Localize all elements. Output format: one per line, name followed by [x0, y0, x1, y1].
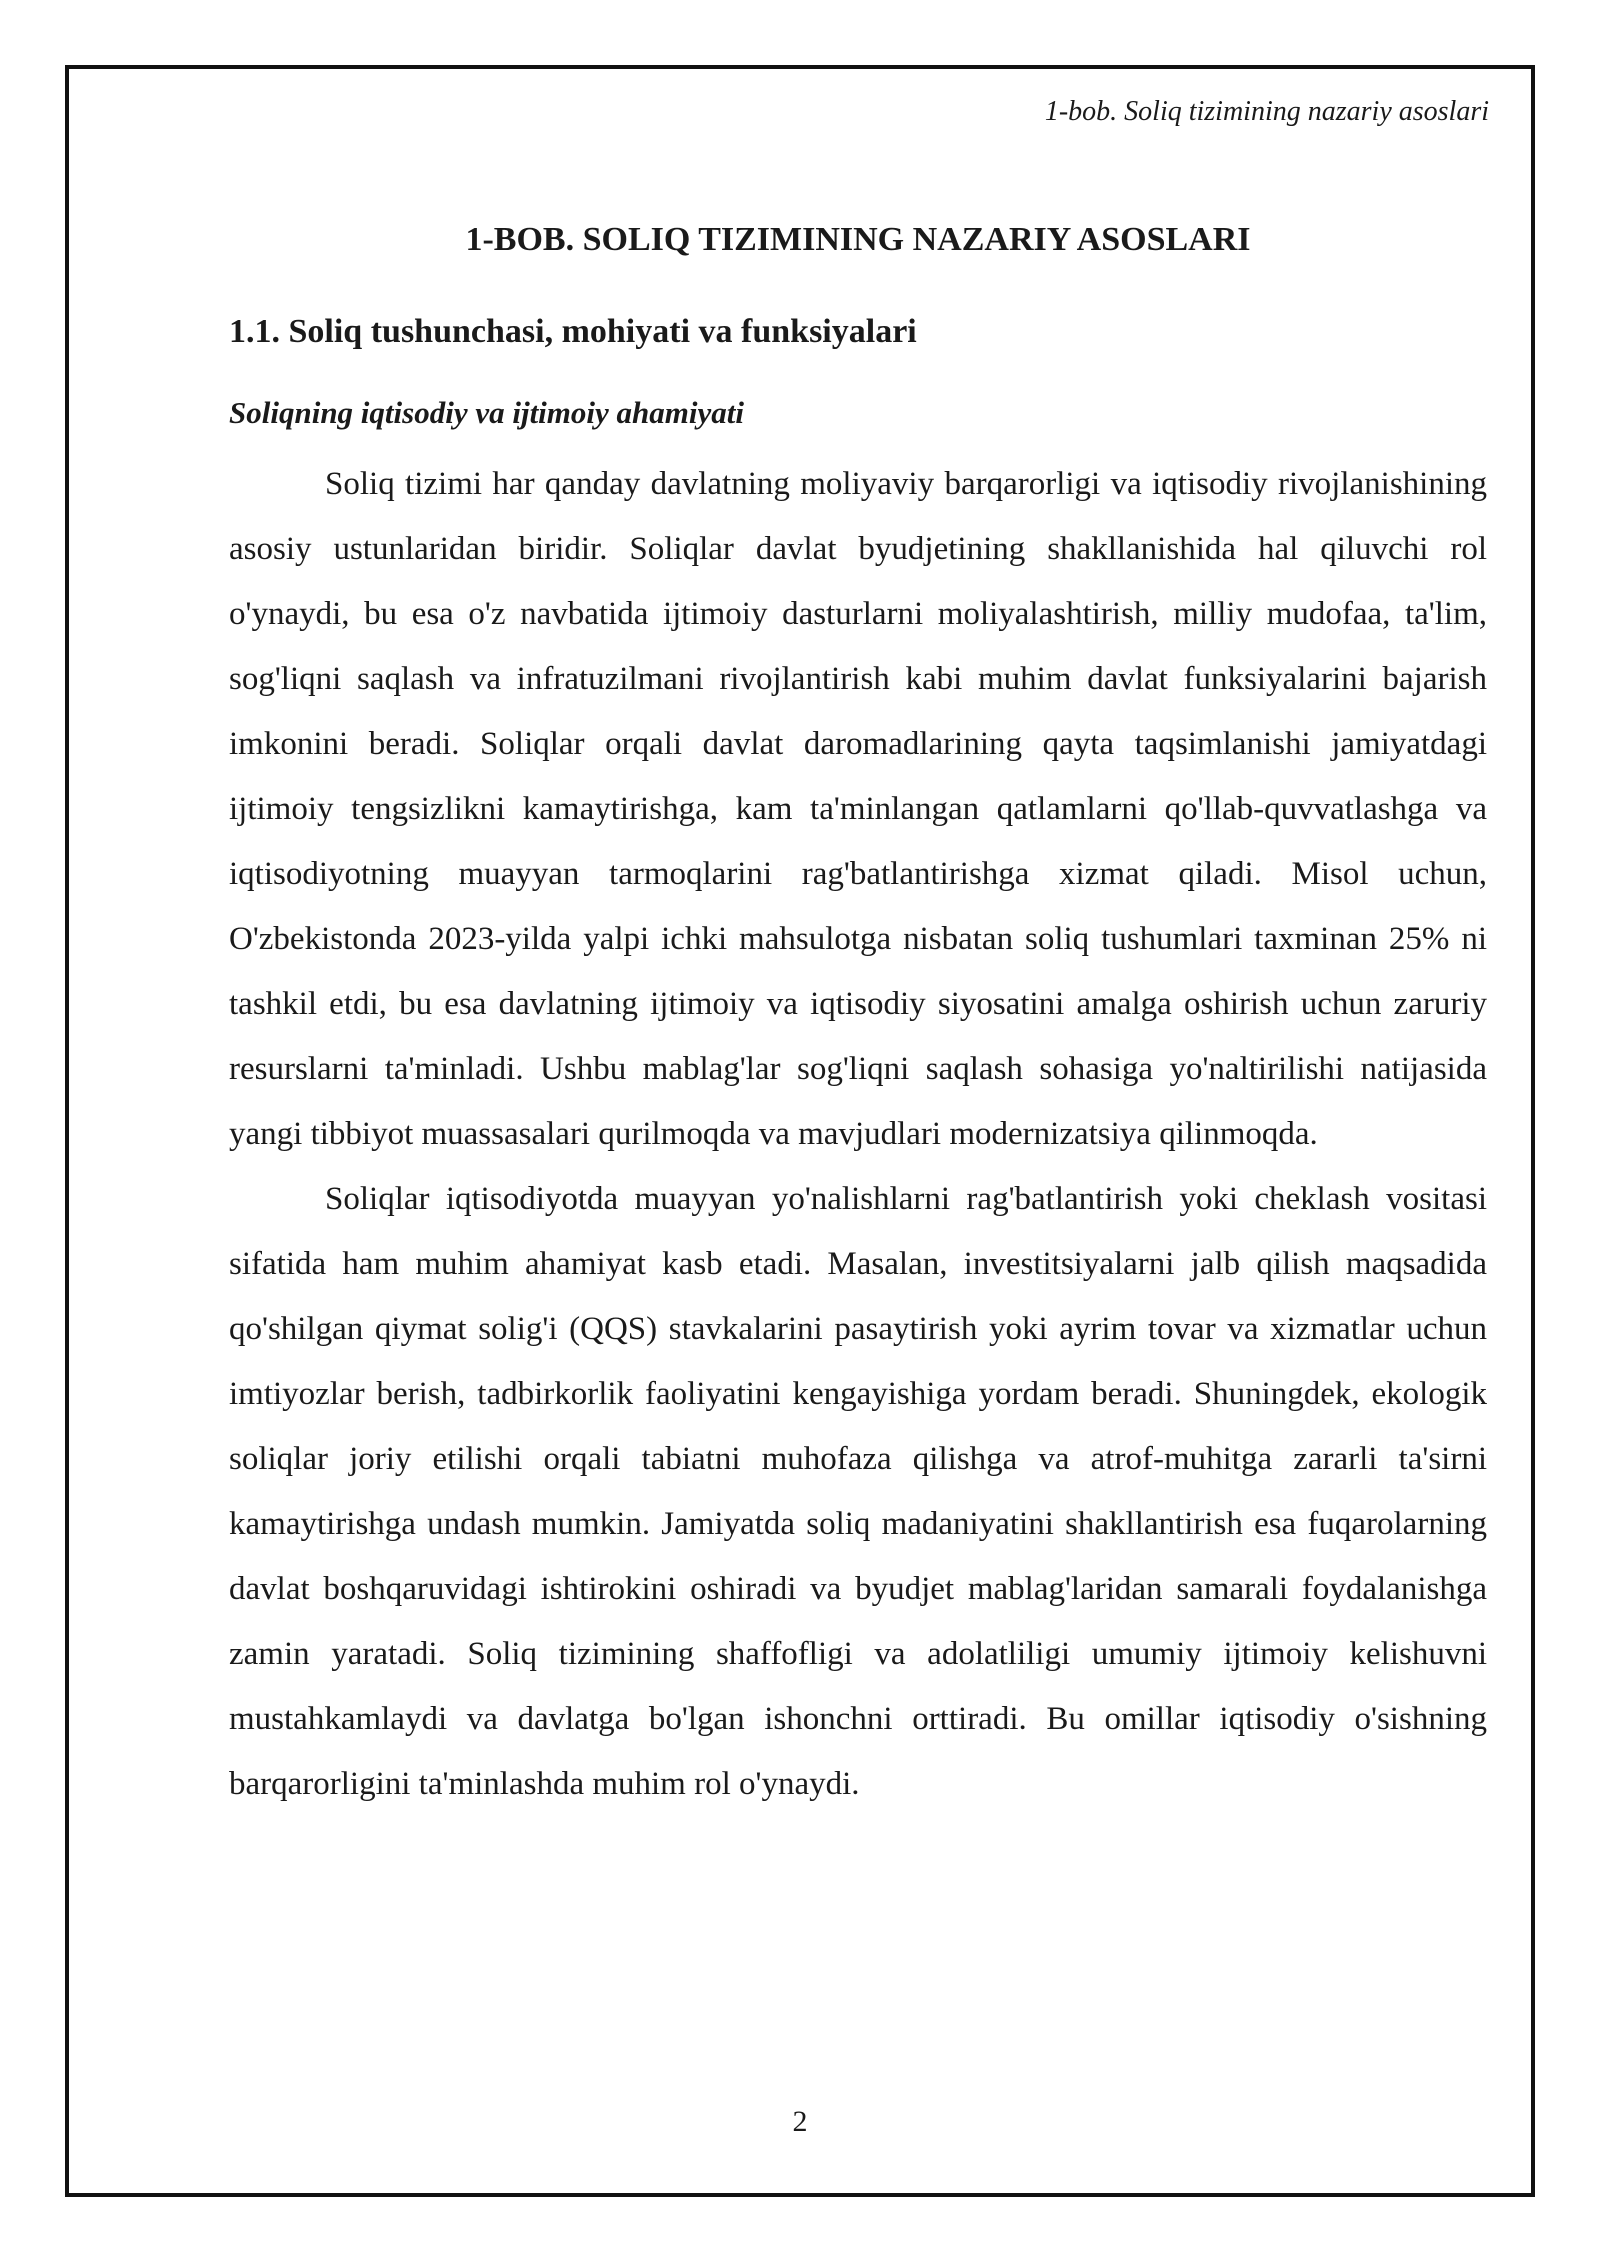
body-paragraph: Soliqlar iqtisodiyotda muayyan yo'nalishlarni rag'batlantirish yoki cheklash vositasi sifatida ham muhim ahamiyat kasb etadi. Masalan, investitsiyalarni jalb qilish maqsadida qo'shilgan qiymat solig'i (QQS) stavkalarini pasaytirish yoki ayrim tovar va xizmatlar uchun imtiyozlar berish, tadbirkorlik faoliyatini kengayishiga yordam beradi. Shuningdek, ekologik soliqlar joriy etilishi orqali tabiatni muhofaza qilishga va atrof-muhitga zararli ta'sirni kamaytirishga undash mumkin. Jamiyatda soliq madaniyatini shakllantirish esa fuqarolarning davlat boshqaruvidagi ishtirokini oshiradi va byudjet mablag'laridan samarali foydalanishga zamin yaratadi. Soliq tizimining shaffofligi va adolatliligi umumiy ijtimoiy kelishuvni mustahkamlaydi va davlatga bo'lgan ishonchni orttiradi. Bu omillar iqtisodiy o'sishning barqarorligini ta'minlashda muhim rol o'ynaydi.: [229, 1181, 1487, 1802]
page-content: [229, 208, 1487, 1817]
chapter-title: 1-BOB. SOLIQ TIZIMINING NAZARIY ASOSLARI: [465, 221, 1251, 258]
body-paragraph: Soliq tizimi har qanday davlatning moliyaviy barqarorligi va iqtisodiy rivojlanishining asosiy ustunlaridan biridir. Soliqlar davlat byudjetining shakllanishida hal qiluvchi rol o'ynaydi, bu esa o'z navbatida ijtimoiy dasturlarni moliyalashtirish, milliy mudofaa, ta'lim, sog'liqni saqlash va infratuzilmani rivojlantirish kabi muhim davlat funksiyalarini bajarish imkonini beradi. Soliqlar orqali davlat daromadlarining qayta taqsimlanishi jamiyatdagi ijtimoiy tengsizlikni kamaytirishga, kam ta'minlangan qatlamlarni qo'llab-quvvatlashga va iqtisodiyotning muayyan tarmoqlarini rag'batlantirishga xizmat qiladi. Misol uchun, O'zbekistonda 2023-yilda yalpi ichki mahsulotga nisbatan soliq tushumlari taxminan 25% ni tashkil etdi, bu esa davlatning ijtimoiy va iqtisodiy siyosatini amalga oshirish uchun zaruriy resurslarni ta'minladi. Ushbu mablag'lar sog'liqni saqlash sohasiga yo'naltirilishi natijasida yangi tibbiyot muassasalari qurilmoqda va mavjudlari modernizatsiya qilinmoqda.: [229, 466, 1487, 1152]
running-header: 1-bob. Soliq tizimining nazariy asoslari: [1044, 96, 1489, 127]
page-number: 2: [792, 2105, 808, 2138]
section-title: 1.1. Soliq tushunchasi, mohiyati va funksiyalari: [229, 313, 917, 350]
subsection-title: Soliqning iqtisodiy va ijtimoiy ahamiyati: [229, 395, 744, 430]
